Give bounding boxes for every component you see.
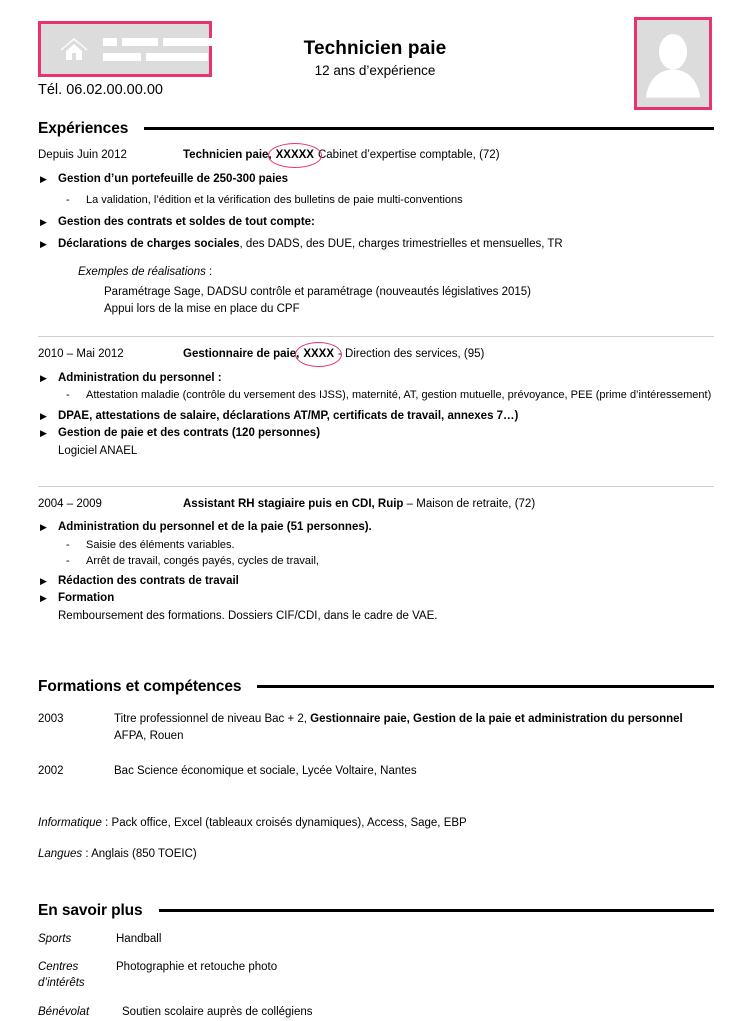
experience-item <box>38 487 714 625</box>
logo-bar <box>146 53 208 61</box>
logo-bar-row-2 <box>103 53 225 61</box>
examples-label-colon: : <box>205 266 213 279</box>
sub-list-item: - Arrêt de travail, congés payés, cycles de travail, <box>38 554 714 569</box>
section-header-formations <box>38 678 714 696</box>
section-rule <box>144 127 714 130</box>
bullet-bold-text: Gestion de paie et des contrats (120 personnes) <box>58 427 321 440</box>
page-title: Technicien paie <box>303 38 447 59</box>
more-row-volunteering <box>38 1005 714 1021</box>
more-label-line1: Sports <box>38 932 72 945</box>
formation-description <box>114 763 714 780</box>
sub-list-item: - Attestation maladie (contrôle du versement des IJSS), maternité, AT, gestion mutuelle, prévoyance, PEE (prime d’intéressement) <box>38 388 714 403</box>
more-value: Handball <box>116 932 162 945</box>
formation-description-line1 <box>114 711 714 728</box>
section-title-formations: Formations et compétences <box>38 678 242 696</box>
example-line: Paramétrage Sage, DADSU contrôle et paramétrage (nouveautés législatives 2015) <box>104 286 532 299</box>
bullet-bold-text: Formation <box>58 592 115 605</box>
more-label-line1: Bénévolat <box>38 1006 90 1019</box>
formation-desc-bold: Gestionnaire paie, Gestion de la paie et administration du personnel <box>310 713 683 726</box>
experience-bullet-list <box>38 574 714 607</box>
formation-year: 2002 <box>38 764 64 777</box>
cv-header <box>0 0 750 120</box>
experience-role <box>183 347 714 362</box>
formation-row <box>38 711 714 744</box>
sub-list-item: - La validation, l’édition et la vérification des bulletins de paie multi-conventions <box>38 193 714 208</box>
experience-role-suffix: Cabinet d’expertise comptable, (72) <box>317 149 500 161</box>
more-label <box>38 1005 116 1021</box>
skill-label: Langues <box>38 848 83 861</box>
formation-row <box>38 763 714 780</box>
example-line: Appui lors de la mise en place du CPF <box>104 303 300 315</box>
sub-list-item: - Saisie des éléments variables. <box>38 538 714 553</box>
experience-role <box>183 497 714 512</box>
skill-label: Informatique <box>38 817 102 830</box>
experience-item <box>38 337 714 460</box>
formation-desc-normal: Titre professionnel de niveau Bac + 2, <box>114 713 311 726</box>
bullet-normal-text: , des DADS, des DUE, charges trimestrielles et mensuelles, TR <box>239 237 563 250</box>
more-value: Photographie et retouche photo <box>116 961 278 974</box>
skill-value: : Pack office, Excel (tableaux croisés dynamiques), Access, Sage, EBP <box>101 817 467 830</box>
skill-line-informatique <box>38 815 714 832</box>
more-label-line1: Centres <box>38 961 79 974</box>
skill-value: : Anglais (850 TOEIC) <box>82 848 197 861</box>
candidate-photo-placeholder <box>634 17 712 110</box>
bullet-bold-text: Rédaction des contrats de travail <box>58 574 239 587</box>
more-label <box>38 932 116 948</box>
bullet-bold-text: DPAE, attestations de salaire, déclarations AT/MP, certificats de travail, annexes 7…) <box>58 409 519 422</box>
examples-label <box>38 266 714 278</box>
experience-item <box>38 138 714 318</box>
list-item <box>38 215 714 231</box>
logo-bar <box>103 38 117 46</box>
list-item <box>38 409 714 425</box>
list-item <box>38 426 714 442</box>
formation-description-line1: Bac Science économique et sociale, Lycée Voltaire, Nantes <box>114 764 417 777</box>
bullet-bold-text: Déclarations de charges sociales <box>58 237 240 250</box>
experience-role-suffix: - Direction des services, (95) <box>338 347 485 360</box>
skill-line-langues <box>38 846 714 863</box>
experience-bullet-list <box>38 409 714 442</box>
bullet-bold-text: Gestion d’un portefeuille de 250-300 paies <box>58 172 289 185</box>
bullet-bold-text: Administration du personnel et de la paie (51 personnes). <box>58 521 372 534</box>
experience-header <box>38 347 714 362</box>
experience-role-suffix: – Maison de retraite, (72) <box>406 497 536 510</box>
experience-date: 2004 – 2009 <box>38 497 102 510</box>
more-row-sports <box>38 932 714 948</box>
experience-bullet-list <box>38 371 714 387</box>
masked-employer-name: XXXX <box>299 347 338 362</box>
more-label-line2: d’intérêts <box>38 976 85 989</box>
company-logo-placeholder <box>38 21 212 77</box>
logo-bar <box>103 53 141 61</box>
formation-description-line2: AFPA, Rouen <box>114 729 184 742</box>
experience-role-prefix: Technicien paie, <box>183 149 272 161</box>
formation-year: 2003 <box>38 713 64 726</box>
formation-description <box>114 711 714 744</box>
page-subtitle: 12 ans d’expérience <box>314 62 436 78</box>
logo-text-bars <box>103 38 225 61</box>
list-item <box>38 172 714 188</box>
more-row-interests <box>38 960 714 991</box>
person-avatar-icon <box>637 20 709 107</box>
experience-role-prefix: Assistant RH stagiaire puis en CDI, Ruip <box>183 497 404 510</box>
experience-role-prefix: Gestionnaire de paie, <box>183 347 300 360</box>
experience-role <box>183 148 714 163</box>
section-header-experiences <box>38 120 714 138</box>
more-value: Soutien scolaire auprès de collégiens <box>122 1006 313 1019</box>
section-title-more: En savoir plus <box>38 901 143 919</box>
logo-bar <box>163 38 225 46</box>
section-title-experiences: Expériences <box>38 120 129 137</box>
cv-content <box>0 120 750 1021</box>
examples-label-text: Exemples de réalisations <box>78 266 206 279</box>
title-block <box>240 38 510 78</box>
list-item <box>38 574 714 590</box>
list-item <box>38 520 714 536</box>
section-rule <box>257 685 714 688</box>
home-icon <box>59 36 89 62</box>
section-header-more <box>38 902 714 920</box>
experience-bullet-list <box>38 172 714 188</box>
experience-header <box>38 497 714 512</box>
experience-note: Remboursement des formations. Dossiers CIF/CDI, dans le cadre de VAE. <box>58 609 438 622</box>
list-item <box>38 237 714 253</box>
bullet-bold-text: Gestion des contrats et soldes de tout compte: <box>58 216 315 229</box>
experience-note: Logiciel ANAEL <box>58 445 138 457</box>
more-label <box>38 960 116 991</box>
list-item <box>38 371 714 387</box>
section-rule <box>159 909 714 912</box>
bullet-bold-text: Administration du personnel : <box>58 371 222 384</box>
experience-bullet-list <box>38 520 714 536</box>
logo-bar-row-1 <box>103 38 225 46</box>
experience-header <box>38 148 714 163</box>
experience-date: 2010 – Mai 2012 <box>38 347 124 360</box>
masked-employer-name: XXXXX <box>272 148 318 163</box>
logo-bar <box>122 38 158 46</box>
list-item <box>38 591 714 607</box>
experience-date: Depuis Juin 2012 <box>38 149 127 161</box>
phone-number: Tél. 06.02.00.00.00 <box>38 82 163 98</box>
experience-bullet-list <box>38 215 714 252</box>
